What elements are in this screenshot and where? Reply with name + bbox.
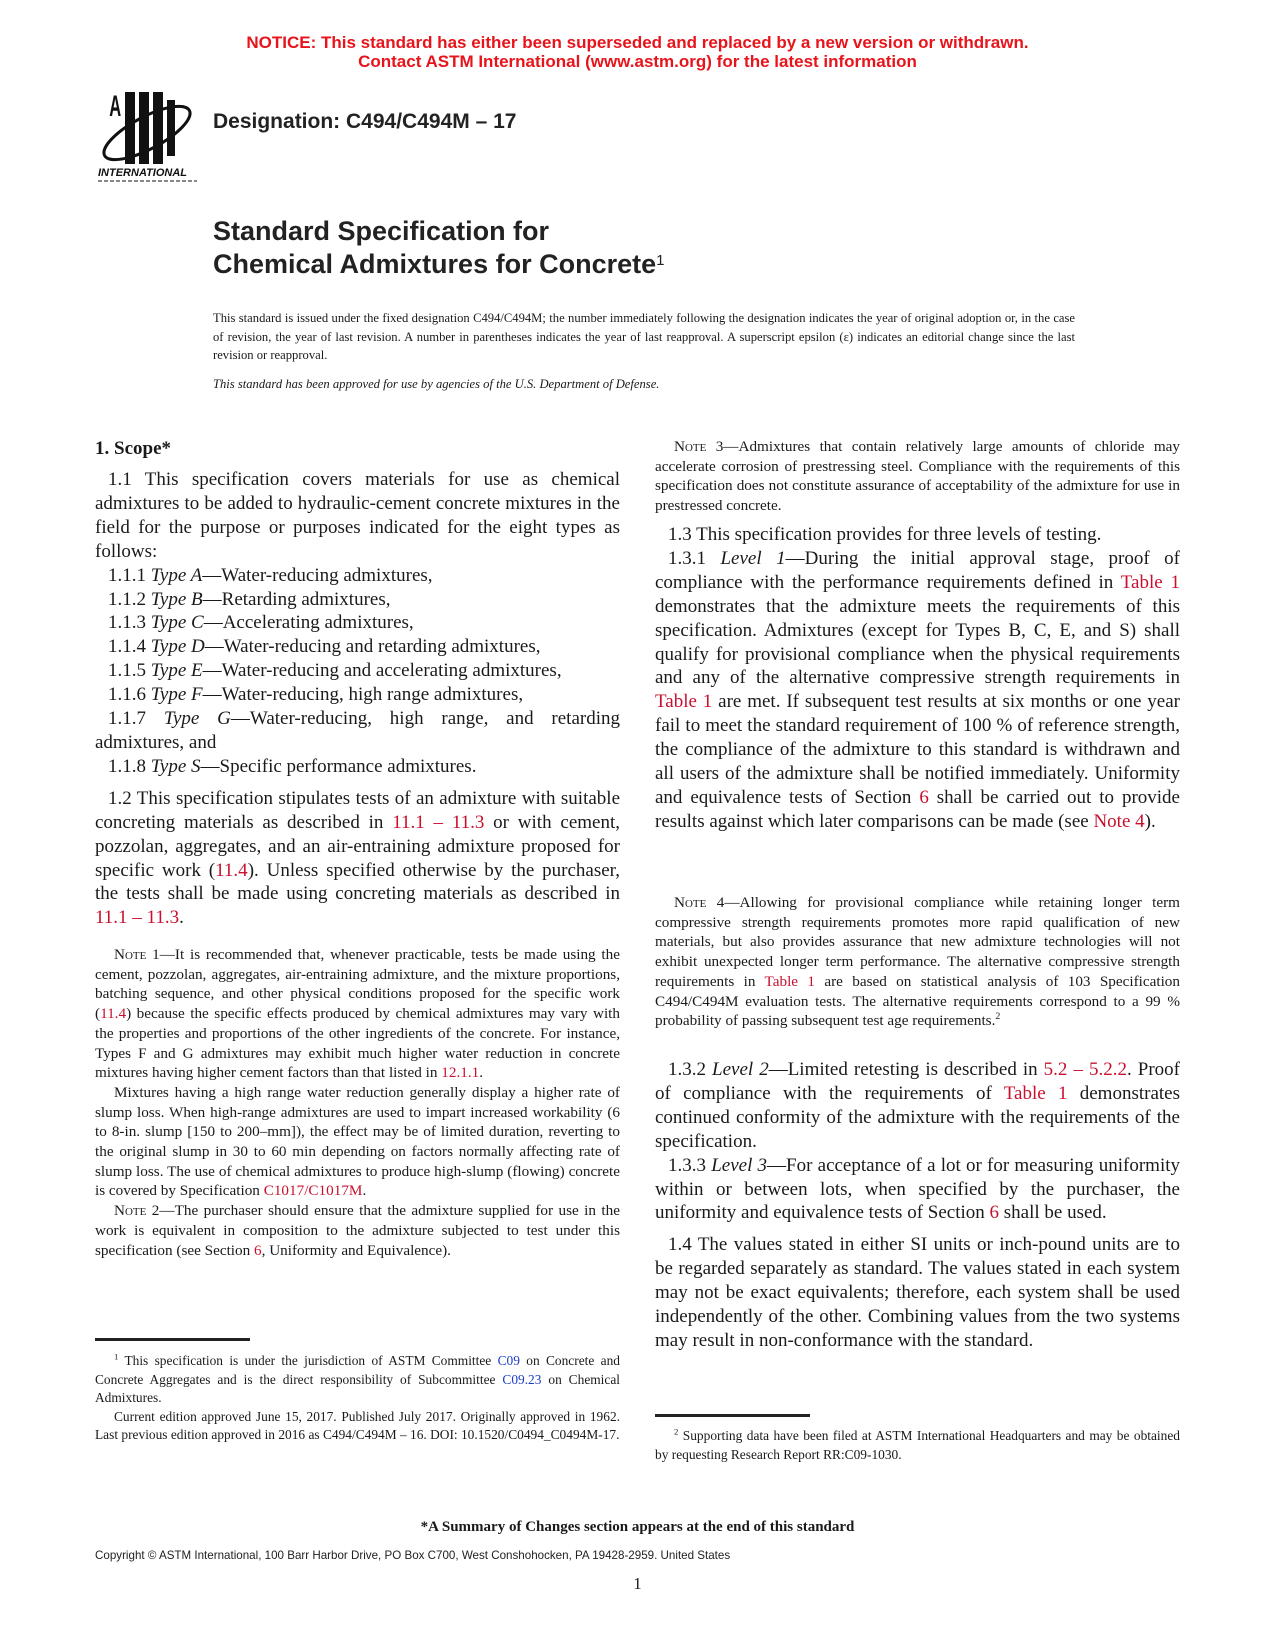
item-1-1-3 [95, 611, 620, 635]
italic-term: Level 1 [720, 547, 786, 569]
section-heading-scope: 1. Scope* [95, 438, 171, 459]
text-run: 2—The purchaser should ensure that the admixture supplied for use in the work is equivalent in composition to the admixture subjected to test under this specification (see Section [95, 1202, 620, 1259]
svg-text:A: A [109, 89, 121, 124]
text-run: 1—It is recommended that, whenever practicable, tests be made using the cement, pozzolan, aggregates, air-entraining admixture, and the mixture proportions, batching sequence, and other physical conditions proposed for the specific work ( [95, 946, 620, 1023]
text-run: 3—Admixtures that contain relatively large amounts of chloride may accelerate corrosion of prestressing steel. Compliance with the requirements of this specification does not constitute assurance of acceptability of the admixture for use in prestressed concrete. [655, 438, 1180, 515]
text-run: , Uniformity and Equivalence). [261, 1241, 451, 1259]
copyright: Copyright © ASTM International, 100 Barr Harbor Drive, PO Box C700, West Conshohocken, PA 19428-2959. United States [95, 1549, 731, 1562]
document-title [213, 215, 664, 281]
text-run: 4—Allowing for provisional compliance while retaining longer term compressive strength requirements promotes more rapid qualification of new materials, but also provides assurance that new admixture technologies will not exhibit unexpected longer term performance. The alternative compressive strength requirements in [655, 894, 1180, 990]
right-note-4 [655, 893, 1180, 1031]
dod-approval-note: This standard has been approved for use by agencies of the U.S. Department of Defense. [213, 377, 660, 391]
cross-reference-link[interactable]: Table 1 [1003, 1082, 1068, 1104]
preamble: This standard is issued under the fixed designation C494/C494M; the number immediately following the designation indicates the year of original adoption or, in the case of revision, the year of last revision. A number in parentheses indicates the year of last reapproval. A superscript epsilon (ε) indicates an editorial change since the last revision or reapproval. [213, 311, 1075, 363]
note-2 [95, 1201, 620, 1260]
cross-reference-link[interactable]: Table 1 [764, 972, 815, 990]
text-run: —Limited retesting is described in [768, 1059, 1044, 1080]
cross-reference-link[interactable]: 5.2 – 5.2.2 [1043, 1059, 1127, 1080]
italic-term: Type C [150, 612, 204, 634]
designation: Designation: C494/C494M – 17 [213, 110, 517, 133]
footnote-2 [655, 1427, 1180, 1464]
text-run: 1.3 This specification provides for three levels of testing. [668, 524, 1102, 545]
cross-reference-link[interactable]: 11.1 – 11.3 [392, 811, 485, 833]
summary-of-changes-note: *A Summary of Changes section appears at the end of this standard [420, 1519, 855, 1535]
item-1-1-1 [95, 564, 620, 588]
cross-reference-link[interactable]: 6 [989, 1202, 1000, 1224]
para-1-3 [655, 523, 1180, 547]
text-run: 1.1.5 [108, 660, 151, 682]
text-run: 1.1.7 [108, 708, 164, 730]
footnote-divider [95, 1338, 250, 1341]
text-run: —During the initial approval stage, proof of compliance with the performance requirements defined in [655, 547, 1181, 593]
note-3 [655, 437, 1180, 516]
text-run: ) because the specific effects produced by chemical admixtures may vary with the properties and proportions of the other ingredients of the concrete. For instance, Types F and G admixtures may exhibit much higher water reduction in concrete mixtures having higher cement factors than that listed in [95, 1005, 620, 1082]
text-run: 1.1 This specification covers materials for use as chemical admixtures to be added to hydraulic-cement concrete mixtures in the field for the purpose or purposes indicated for the eight types as follows: [95, 469, 620, 562]
text-run: Supporting data have been filed at ASTM International Headquarters and may be obtained by requesting Research Report RR:C09-1030. [655, 1428, 1180, 1462]
text-run: 1.1.2 [108, 588, 151, 610]
text-run: demonstrates that the admixture meets the requirements of this specification. Admixtures (except for Types B, C, E, and S) shall qualify for provisional compliance when the physical requirements and any of the alternative compressive strength requirements in [655, 595, 1180, 689]
notice-line-1: NOTICE: This standard has either been superseded and replaced by a new version or withdrawn. [246, 33, 1029, 52]
italic-term: Type B [150, 588, 203, 610]
para-1-1 [95, 468, 620, 564]
text-run: —Retarding admixtures, [202, 588, 391, 610]
text-run: —Accelerating admixtures, [203, 612, 414, 634]
text-run: Mixtures having a high range water reduction generally display a higher rate of slump loss. When high-range admixtures are used to impart increased workability (6 to 8-in. slump [150 to 200–mm]), the effect may be of limited duration, reverting to the original slump in 30 to 60 min depending on factors normally affecting rate of slump loss. The use of chemical admixtures to produce high-slump (flowing) concrete is covered by Specification [95, 1083, 620, 1200]
cross-reference-link[interactable]: C09 [497, 1353, 520, 1368]
text-run: 1.3.1 [668, 547, 721, 569]
para-1-4 [655, 1233, 1180, 1353]
astm-logo [95, 88, 201, 183]
text-run: 1.1.4 [108, 636, 151, 658]
text-run: —Water-reducing and retarding admixtures, [204, 636, 541, 658]
title-line-1: Standard Specification for [213, 216, 550, 246]
right-column-body-1 [655, 523, 1180, 834]
text-run: —Water-reducing and accelerating admixtures, [202, 660, 562, 682]
text-run: 1.2 This specification stipulates tests of an admixture with suitable concreting materials as described in [95, 787, 620, 833]
cross-reference-link[interactable]: Table 1 [655, 691, 713, 713]
note-1-continued [95, 1083, 620, 1201]
italic-term: Type D [150, 636, 205, 658]
text-run: ). [1144, 810, 1156, 832]
text-run: . Proof of compliance with the requirements of [655, 1059, 1180, 1104]
item-1-1-4 [95, 635, 620, 659]
italic-term: Type A [150, 564, 203, 586]
italic-term: Level 2 [712, 1059, 769, 1080]
footnote-1 [95, 1352, 620, 1408]
title-footnote-ref[interactable]: 1 [656, 252, 665, 269]
footnote-1-edition [95, 1408, 620, 1445]
italic-term: Type S [150, 755, 201, 777]
item-1-1-5 [95, 659, 620, 683]
title-line-2: Chemical Admixtures for Concrete [213, 249, 657, 279]
notice-line-2: Contact ASTM International (www.astm.org) for the latest information [358, 52, 917, 71]
right-note-3 [655, 437, 1180, 516]
cross-reference-link[interactable]: 6 [254, 1241, 262, 1259]
text-run: on Chemical Admixtures. [95, 1371, 621, 1405]
footnote-marker: 2 [674, 1426, 679, 1437]
text-run: —Specific performance admixtures. [200, 755, 477, 777]
cross-reference-link[interactable]: 11.4 [100, 1005, 127, 1023]
text-run: This specification is under the jurisdiction of ASTM Committee [118, 1353, 498, 1368]
note-label: Note [114, 1202, 147, 1220]
cross-reference-link[interactable]: 11.1 – 11.3 [95, 907, 180, 929]
note-label: Note [674, 438, 707, 455]
item-1-1-7 [95, 707, 620, 755]
astm-logo-icon [95, 88, 201, 183]
note-label: Note [114, 946, 147, 963]
right-column-body-2 [655, 1058, 1180, 1353]
cross-reference-link[interactable]: 6 [919, 786, 929, 808]
text-run: 1.3.3 [668, 1154, 712, 1176]
text-run: —Water-reducing, high range, and retarding admixtures, and [95, 708, 620, 753]
right-footnotes [655, 1427, 1180, 1464]
italic-term: Type G [163, 708, 231, 730]
text-run: 1.1.3 [108, 612, 151, 634]
text-run: on Concrete and Concrete Aggregates and is the direct responsibility of Subcommittee [95, 1353, 620, 1387]
text-run: 1.4 The values stated in either SI units or inch-pound units are to be regarded separately as standard. The values stated in each system may not be exact equivalents; therefore, each system shall be used independently of the other. Combining values from the two systems may result in non-conformance with the standard. [655, 1234, 1180, 1351]
logo-sub-text: INTERNATIONAL [98, 167, 188, 179]
text-run: . [179, 907, 184, 929]
italic-term: Type F [150, 684, 203, 706]
italic-term: Level 3 [711, 1154, 768, 1176]
cross-reference-link[interactable]: C1017/C1017M [263, 1182, 363, 1200]
left-notes [95, 945, 620, 1260]
footnote-marker: 2 [995, 1011, 1001, 1023]
note-label: Note [674, 894, 707, 911]
text-run: —Water-reducing admixtures, [202, 564, 433, 586]
footnote-marker: 1 [114, 1351, 119, 1362]
item-1-1-2 [95, 588, 620, 612]
text-run: —Water-reducing, high range admixtures, [202, 684, 524, 706]
cross-reference-link[interactable]: 12.1.1 [441, 1064, 480, 1082]
cross-reference-link[interactable]: C09.23 [502, 1371, 542, 1387]
note-1 [95, 945, 620, 1083]
text-run: 1.3.2 [668, 1059, 713, 1080]
para-1-3-3 [655, 1154, 1180, 1226]
cross-reference-link[interactable]: 11.4 [215, 859, 248, 881]
text-run: 1.1.8 [108, 755, 151, 777]
text-run: ). Unless specified otherwise by the purchaser, the tests shall be made using concreting materials as described in [95, 859, 620, 905]
text-run: Current edition approved June 15, 2017. Published July 2017. Originally approved in 1962. Last previous edition approved in 2016 as C494/C494M – 16. DOI: 10.1520/C0494_C0494M-17. [95, 1408, 620, 1442]
text-run: are met. If subsequent test results at six months or one year fail to meet the standard requirement of 100 % of reference strength, the compliance of the admixture to this standard is withdrawn and all users of the admixture shall be notified immediately. Uniformity and equivalence tests of Section [655, 691, 1180, 808]
para-1-3-1 [655, 547, 1180, 834]
text-run: 1.1.6 [108, 684, 151, 706]
footnote-divider-right [655, 1414, 810, 1417]
item-1-1-6 [95, 683, 620, 707]
text-run: . [479, 1064, 484, 1082]
left-footnotes [95, 1352, 620, 1445]
text-run: shall be carried out to provide results against which later comparisons can be made (see [655, 786, 1180, 832]
text-run: demonstrates continued conformity of the admixture with the requirements of the specification. [655, 1082, 1180, 1152]
text-run: are based on statistical analysis of 103 Specification C494/C494M evaluation tests. The alternative requirements correspond to a 99 % probability of passing subsequent test age requirements. [655, 972, 1180, 1030]
text-run: —For acceptance of a lot or for measuring uniformity within or between lots, when specified by the purchaser, the uniformity and equivalence tests of Section [655, 1154, 1181, 1224]
item-1-1-8 [95, 755, 620, 779]
cross-reference-link[interactable]: Note 4 [1093, 810, 1145, 832]
cross-reference-link[interactable]: Table 1 [1120, 571, 1180, 593]
text-run: or with cement, pozzolan, aggregates, and an air-entraining admixture proposed for specific work ( [95, 811, 620, 881]
para-1-3-2 [655, 1058, 1180, 1154]
text-run: 1.1.1 [108, 564, 151, 586]
text-run: . [362, 1182, 367, 1200]
left-column-body [95, 437, 620, 930]
page-number: 1 [633, 1574, 642, 1593]
italic-term: Type E [150, 660, 203, 682]
note-4 [655, 893, 1180, 1031]
para-1-2 [95, 787, 620, 930]
text-run: shall be used. [999, 1202, 1107, 1224]
